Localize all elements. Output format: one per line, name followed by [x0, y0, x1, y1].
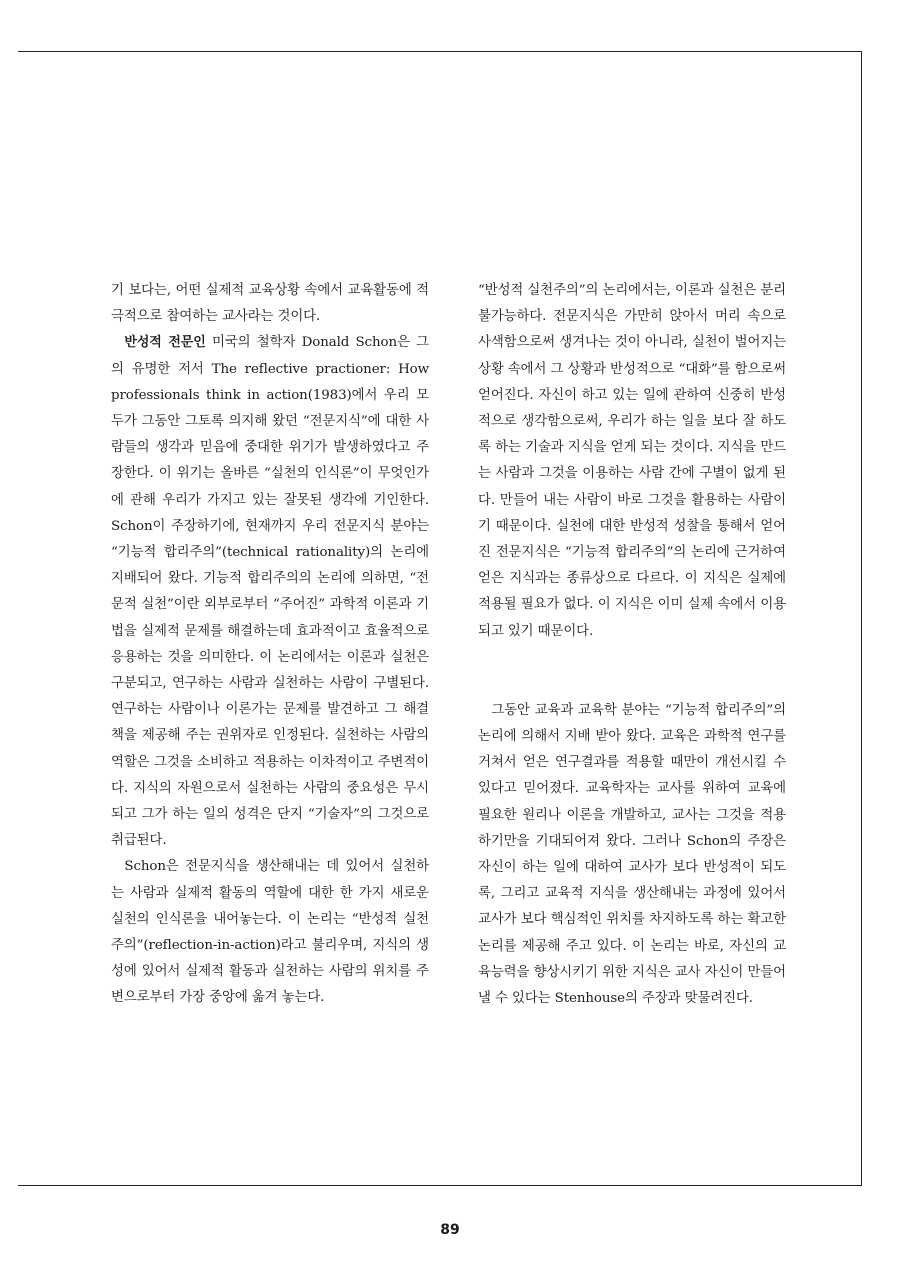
right-column: [478, 278, 786, 1012]
right-paragraph-1: “반성적 실천주의”의 논리에서는, 이론과 실천은 분리불가능하다. 전문지식은 가만히 앉아서 머리 속으로 사색함으로써 생겨나는 것이 아니라, 실천이 벌어지는 상황 속에서 그 상황과 반성적으로 “대화”를 함으로써 얻어진다. 자신이 하고 있는 일에 관하여 신중히 반성적으로 생각함으로써, 우리가 하는 일을 보다 잘 하도록 하는 기술과 지식을 얻게 되는 것이다. 지식을 만드는 사람과 그것을 이용하는 사람 간에 구별이 없게 된다. 만들어 내는 사람이 바로 그것을 활용하는 사람이기 때문이다. 실천에 대한 반성적 성찰을 통해서 얻어진 전문지식은 “기능적 합리주의”의 논리에 근거하여 얻은 지식과는 종류상으로 다르다. 이 지식은 실제에 적용될 필요가 없다. 이 지식은 이미 실제 속에서 이용되고 있기 때문이다.: [478, 283, 786, 639]
frame-bottom-rule: [18, 1185, 862, 1186]
right-paragraph-2: 그동안 교육과 교육학 분야는 “기능적 합리주의”의 논리에 의해서 지배 받아 왔다. 교육은 과학적 연구를 거쳐서 얻은 연구결과를 적용할 때만이 개선시킬 수 있다고 믿어졌다. 교육학자는 교사를 위하여 교육에 필요한 원리나 이론을 개발하고, 교사는 그것을 적용하기만을 기대되어져 왔다. 그러나 Schon의 주장은 자신이 하는 일에 대하여 교사가 보다 반성적이 되도록, 그리고 교육적 지식을 생산해내는 과정에 있어서 교사가 보다 핵심적인 위치를 차지하도록 하는 확고한 논리를 제공해 주고 있다. 이 논리는 바로, 자신의 교육능력을 향상시키기 위한 지식은 교사 자신이 만들어 낼 수 있다는 Stenhouse의 주장과 맞물려진다.: [478, 702, 786, 1007]
left-paragraph-2: [111, 330, 429, 854]
left-paragraph-1: 기 보다는, 어떤 실제적 교육상황 속에서 교육활동에 적극적으로 참여하는 교사라는 것이다.: [111, 283, 429, 325]
frame-top-rule: [18, 51, 862, 52]
section-term-reflective-professional: 반성적 전문인: [124, 335, 206, 351]
left-paragraph-2-body: 미국의 철학자 Donald Schon은 그의 유명한 저서 The reflective practioner: How professionals think in action(1983)에서 우리 모두가 그동안 그토록 의지해 왔던 “전문지식”에 대한 사람들의 생각과 믿음에 중대한 위기가 발생하였다고 주장한다. 이 위기는 올바른 “실천의 인식론”이 무엇인가에 관해 우리가 가지고 있는 잘못된 생각에 기인한다. Schon이 주장하기에, 현재까지 우리 전문지식 분야는 “기능적 합리주의”(technical rationality)의 논리에 지배되어 왔다. 기능적 합리주의의 논리에 의하면, “전문적 실천”이란 외부로부터 “주어진” 과학적 이론과 기법을 실제적 문제를 해결하는데 효과적이고 효율적으로 응용하는 것을 의미한다. 이 논리에서는 이론과 실천은 구분되고, 연구하는 사람과 실천하는 사람이 구별된다. 연구하는 사람이나 이론가는 문제를 발견하고 그 해결책을 제공해 주는 권위자로 인정된다. 실천하는 사람의 역할은 그것을 소비하고 적용하는 이차적이고 주변적이다. 지식의 자원으로서 실천하는 사람의 중요성은 무시되고 그가 하는 일의 성격은 단지 “기술자”의 그것으로 취급된다.: [111, 335, 429, 849]
left-column: [111, 278, 429, 1012]
page-number: 89: [440, 1222, 460, 1238]
left-paragraph-3: Schon은 전문지식을 생산해내는 데 있어서 실천하는 사람과 실제적 활동의 역할에 대한 한 가지 새로운 실천의 인식론을 내어놓는다. 이 논리는 “반성적 실천주의”(reflection-in-action)라고 불리우며, 지식의 생성에 있어서 실제적 활동과 실천하는 사람의 위치를 주변으로부터 가장 중앙에 옮겨 놓는다.: [111, 859, 429, 1006]
frame-right-rule: [861, 51, 862, 1185]
